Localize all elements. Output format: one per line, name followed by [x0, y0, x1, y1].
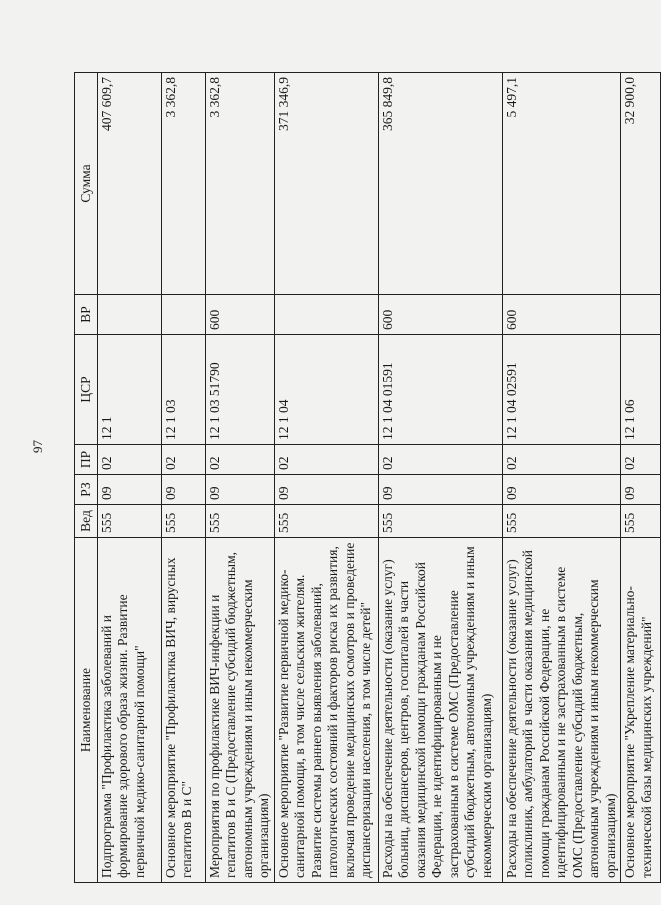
- cell-vr: 600: [378, 295, 502, 335]
- cell-rz: 09: [502, 475, 620, 505]
- header-ved: Вед: [75, 505, 98, 538]
- cell-vr: [98, 295, 162, 335]
- cell-ved: 555: [162, 505, 206, 538]
- page-number: 97: [30, 440, 45, 453]
- cell-name: Основное мероприятие "Развитие первичной медико-санитарной помощи, в том числе сельским жителям. Развитие системы раннего выявления заболеваний, патологических состояний и факторов риска их развития, включая проведение медицинских осмотров и проведение диспансеризации населения, в том числе детей": [274, 538, 378, 883]
- cell-csr: 12 1 03: [162, 335, 206, 445]
- table-row: [378, 73, 502, 883]
- table-row: [206, 73, 275, 883]
- cell-pr: 02: [274, 445, 378, 475]
- cell-csr: 12 1 04: [274, 335, 378, 445]
- cell-rz: 09: [162, 475, 206, 505]
- cell-ved: 555: [502, 505, 620, 538]
- cell-pr: 02: [206, 445, 275, 475]
- cell-pr: 02: [621, 445, 661, 475]
- cell-rz: 09: [98, 475, 162, 505]
- cell-pr: 02: [98, 445, 162, 475]
- cell-rz: 09: [378, 475, 502, 505]
- cell-sum: 365 849,8: [378, 73, 502, 295]
- header-sum: Сумма: [75, 73, 98, 295]
- table-row: [621, 73, 661, 883]
- header-name: Наименование: [75, 538, 98, 883]
- table-row: [98, 73, 162, 883]
- cell-name: Основное мероприятие "Профилактика ВИЧ, вирусных гепатитов В и С": [162, 538, 206, 883]
- cell-ved: 555: [274, 505, 378, 538]
- header-pr: ПР: [75, 445, 98, 475]
- cell-rz: 09: [621, 475, 661, 505]
- cell-sum: 3 362,8: [206, 73, 275, 295]
- cell-pr: 02: [162, 445, 206, 475]
- cell-sum: 407 609,7: [98, 73, 162, 295]
- cell-vr: [162, 295, 206, 335]
- cell-sum: 371 346,9: [274, 73, 378, 295]
- cell-vr: [274, 295, 378, 335]
- header-rz: РЗ: [75, 475, 98, 505]
- header-csr: ЦСР: [75, 335, 98, 445]
- header-vr: ВР: [75, 295, 98, 335]
- cell-ved: 555: [378, 505, 502, 538]
- cell-ved: 555: [98, 505, 162, 538]
- cell-vr: 600: [206, 295, 275, 335]
- cell-name: Мероприятия по профилактике ВИЧ-инфекции и гепатитов В и С (Предоставление субсидий бюджетным, автономным учреждениям и иным некоммерческим организациям): [206, 538, 275, 883]
- cell-pr: 02: [378, 445, 502, 475]
- table-row: [162, 73, 206, 883]
- cell-csr: 12 1 04 02591: [502, 335, 620, 445]
- cell-csr: 12 1 04 01591: [378, 335, 502, 445]
- cell-csr: 12 1 06: [621, 335, 661, 445]
- cell-name: Основное мероприятие "Укрепление материально-технической базы медицинских учреждений": [621, 538, 661, 883]
- cell-vr: [621, 295, 661, 335]
- cell-sum: 5 497,1: [502, 73, 620, 295]
- cell-csr: 12 1 03 51790: [206, 335, 275, 445]
- cell-csr: 12 1: [98, 335, 162, 445]
- cell-rz: 09: [206, 475, 275, 505]
- cell-rz: 09: [274, 475, 378, 505]
- rotated-page: [74, 73, 654, 883]
- table-row: [274, 73, 378, 883]
- cell-vr: 600: [502, 295, 620, 335]
- cell-ved: 555: [621, 505, 661, 538]
- cell-sum: 3 362,8: [162, 73, 206, 295]
- cell-sum: 32 900,0: [621, 73, 661, 295]
- cell-ved: 555: [206, 505, 275, 538]
- table-row: [502, 73, 620, 883]
- budget-table: [74, 72, 661, 883]
- cell-pr: 02: [502, 445, 620, 475]
- cell-name: Расходы на обеспечение деятельности (оказание услуг) больниц, диспансеров, центров, госпиталей в части оказания медицинской помощи гражданам Российской Федерации, не идентифицированным и не застрахованным в системе ОМС (Предоставление субсидий бюджетным, автономным учреждениям и иным некоммерческим организациям): [378, 538, 502, 883]
- cell-name: Подпрограмма "Профилактика заболеваний и формирование здорового образа жизни. Развитие первичной медико-санитарной помощи": [98, 538, 162, 883]
- table-header-row: [75, 73, 98, 883]
- cell-name: Расходы на обеспечение деятельности (оказание услуг) поликлиник, амбулаторий в части оказания медицинской помощи гражданам Российской Федерации, не идентифицированным и не застрахованным в системе ОМС (Предоставление субсидий бюджетным, автономным учреждениям и иным некоммерческим организациям): [502, 538, 620, 883]
